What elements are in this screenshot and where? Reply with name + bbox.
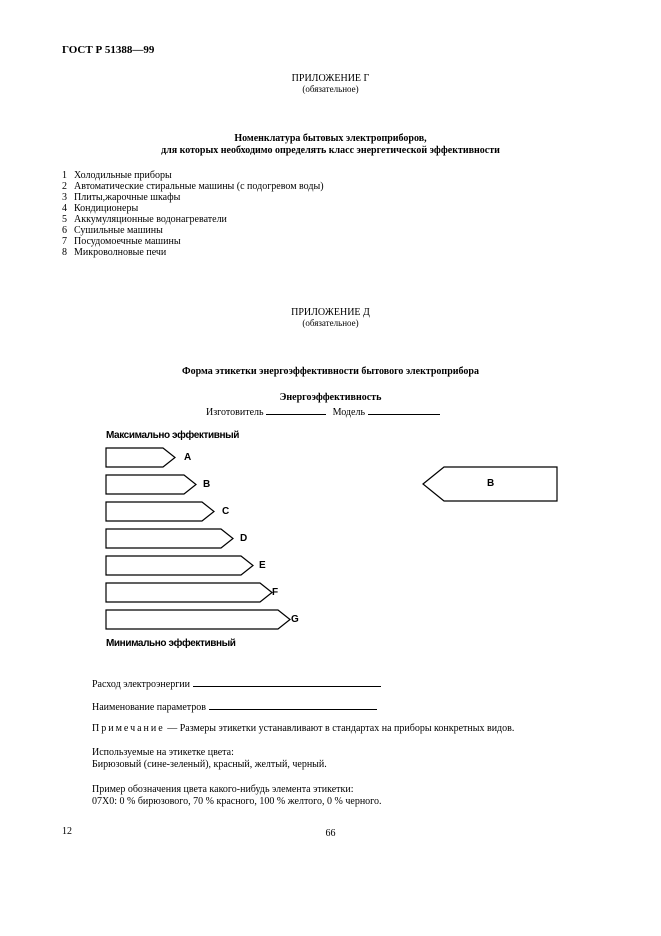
energy-consumption-blank [193, 676, 381, 687]
class-arrow-a [106, 448, 175, 467]
energy-consumption-row [92, 676, 381, 690]
appendix-g-title-line1: Номенклатура бытовых электроприборов, [234, 133, 427, 144]
appendix-g-heading: ПРИЛОЖЕНИЕ Г [291, 73, 370, 84]
list-item: 1 Холодильные приборы [62, 170, 172, 181]
list-item: 8 Микроволновые печи [62, 247, 167, 258]
manufacturer-blank [266, 404, 326, 415]
page-number-center: 66 [325, 828, 336, 839]
list-item: 2 Автоматические стиральные машины (с подогревом воды) [62, 181, 324, 192]
class-letter-a: A [184, 452, 192, 463]
class-arrow-b [106, 475, 196, 494]
class-letter-b: B [203, 479, 211, 490]
class-arrow-f [106, 583, 272, 602]
note-text: — Размеры этикетки устанавливают в стандартах на приборы конкретных видов. [167, 723, 515, 734]
class-arrow-c [106, 502, 214, 521]
appendix-d-status: (обязательное) [302, 318, 359, 328]
model-blank [368, 404, 440, 415]
appendix-g-status: (обязательное) [302, 84, 359, 94]
appliance-list [62, 170, 324, 258]
list-item: 5 Аккумуляционные водонагреватели [62, 214, 227, 225]
label-title: Энергоэффективность [279, 392, 382, 403]
class-arrow-e [106, 556, 253, 575]
parameters-label: Наименование параметров [92, 702, 207, 713]
colors-list: Бирюзовый (сине-зеленый), красный, желтый, черный. [92, 759, 327, 770]
parameters-row [92, 699, 377, 713]
colors-heading: Используемые на этикетке цвета: [92, 747, 234, 758]
example-heading: Пример обозначения цвета какого-нибудь элемента этикетки: [92, 784, 354, 795]
note [92, 723, 514, 735]
example-text: 07X0: 0 % бирюзового, 70 % красного, 100 % желтого, 0 % черного. [92, 796, 382, 807]
class-letter-e: E [259, 560, 266, 571]
class-arrow-d [106, 529, 233, 548]
appendix-d-title: Форма этикетки энергоэффективности бытового электроприбора [182, 366, 479, 377]
class-letter-c: C [222, 506, 230, 517]
energy-consumption-label: Расход электроэнергии [92, 679, 190, 690]
class-arrows [100, 440, 340, 635]
min-efficiency-label: Минимально эффективный [106, 638, 236, 649]
class-letter-d: D [240, 533, 248, 544]
parameters-blank [209, 699, 377, 710]
class-letter-g: G [291, 614, 299, 625]
note-word: Примечание [92, 723, 165, 734]
appendix-g-title-line2: для которых необходимо определять класс энергетической эффективности [161, 145, 500, 156]
page-number-left: 12 [62, 826, 72, 837]
list-item: 3 Плиты,жарочные шкафы [62, 192, 181, 203]
manufacturer-model-row [206, 404, 440, 418]
list-item: 7 Посудомоечные машины [62, 236, 181, 247]
class-arrow-g [106, 610, 290, 629]
appendix-d-heading: ПРИЛОЖЕНИЕ Д [291, 307, 370, 318]
list-item: 4 Кондиционеры [62, 203, 139, 214]
list-item: 6 Сушильные машины [62, 225, 163, 236]
class-letter-f: F [272, 587, 279, 598]
manufacturer-label: Изготовитель [206, 407, 264, 418]
standard-number: ГОСТ Р 51388—99 [62, 44, 155, 56]
class-indicator-letter: B [487, 478, 495, 489]
max-efficiency-label: Максимально эффективный [106, 430, 240, 441]
model-label: Модель [332, 407, 366, 418]
